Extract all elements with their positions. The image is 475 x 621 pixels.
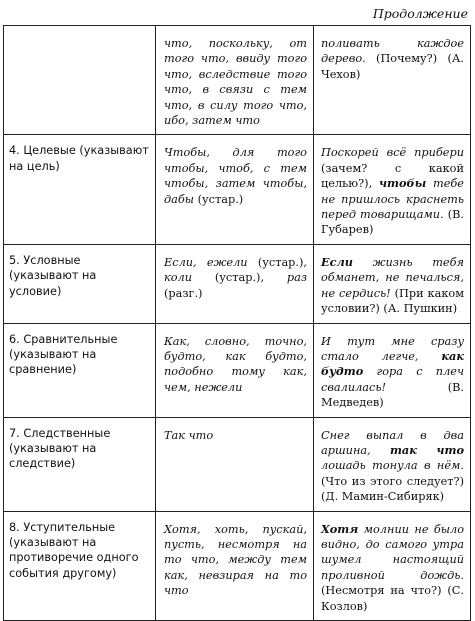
table-row [4,135,471,244]
italic-text: лошадь тонула в нём. [321,459,464,473]
upright-text: (Несмотря на что?) (С. Козлов) [321,584,464,613]
upright-text: (Что из этого следует?) (Д. Мамин-Сибиряк) [321,474,464,504]
conjunctions-cell [156,244,314,323]
table-row [4,511,471,620]
italic-text: коли [164,271,215,285]
example-cell [314,26,471,135]
italic-text: Снег выпал в два аршина, [321,428,464,457]
table-row [4,26,471,135]
upright-text: (устар.), [257,255,307,269]
example-cell [314,417,471,511]
upright-text: (устар.), [214,271,287,285]
upright-text: (зачем? с какой целью?), [321,161,464,191]
italic-text: жизнь тебя обманет, не печалься, не сердись! [321,255,464,300]
clause-type-cell: 8. Уступительные (указывают на противоречие одного события другому) [4,511,156,620]
italic-text: Если, ежели [164,255,258,269]
bold-conjunction: Хотя [321,521,359,536]
italic-text: гора с плеч свалилась! [321,365,464,394]
example-cell [314,323,471,417]
upright-text: (В. Губарев) [321,208,464,237]
clause-type-cell [4,26,156,135]
clause-type-cell: 4. Целевые (указывают на цель) [4,135,156,244]
italic-text: Поскорей всё прибери [321,146,464,160]
upright-text: (разг.) [164,286,203,300]
conjunctions-cell [156,135,314,244]
bold-conjunction: чтобы [378,176,427,191]
italic-text: раз [286,271,307,285]
conjunctions-cell: Как, словно, точно, будто, как будто, подобно тому как, чем, нежели [156,323,314,417]
clause-type-cell: 5. Условные (указывают на условие) [4,244,156,323]
example-cell [314,135,471,244]
table-body [4,26,471,621]
table-row [4,244,471,323]
conjunctions-cell: Хотя, хоть, пускай, пусть, несмотря на то что, между тем как, невзирая на то что [156,511,314,620]
italic-text: Чтобы, для того чтобы, чтоб, с тем чтобы, затем чтобы, дабы [164,146,307,206]
upright-text: (Почему?) (А. Чехов) [321,52,464,81]
bold-conjunction: так что [389,442,464,457]
clause-type-cell: 7. Следственные (указывают на следствие) [4,417,156,511]
continuation-label: Продолжение [372,6,468,21]
example-cell [314,244,471,323]
clause-type-cell: 6. Сравнительные (указывают на сравнение) [4,323,156,417]
conjunctions-cell: что, поскольку, от того что, ввиду того что, вследствие того что, в связи с тем что, в силу того что, ибо, затем что [156,26,314,135]
italic-text: молнии не было видно, до самого утра шумел настоящий проливной дождь. [321,522,464,582]
table-row [4,323,471,417]
upright-text: (При каком условии?) (А. Пушкин) [321,286,464,316]
example-cell [314,511,471,620]
bold-conjunction: как будто [321,348,464,379]
table-row [4,417,471,511]
italic-text: поливать каждое дерево. [321,37,464,66]
upright-text: (В. Медведев) [321,380,464,410]
upright-text: (устар.) [197,192,244,206]
bold-conjunction: Если [321,254,353,269]
italic-text: И тут мне сразу стало легче, [321,334,464,363]
conjunctions-cell: Так что [156,417,314,511]
conjunctions-table [3,25,471,621]
italic-text: тебе не пришлось краснеть перед товарищами. [321,177,464,222]
